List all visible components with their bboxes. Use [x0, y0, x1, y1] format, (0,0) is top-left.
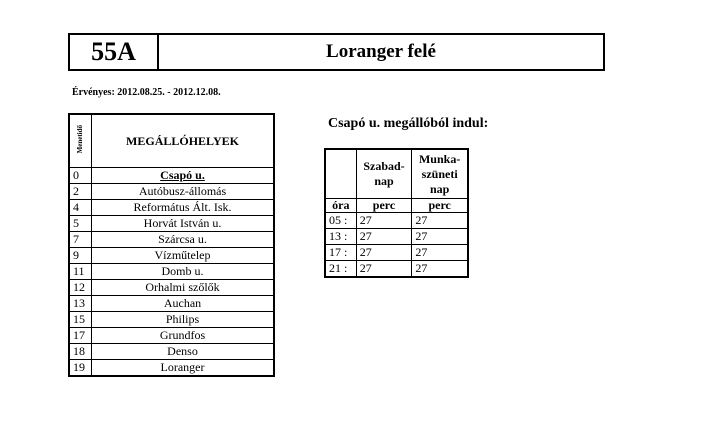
stop-row	[69, 248, 274, 264]
stop-minutes: 18	[69, 344, 92, 360]
stop-name: Autóbusz-állomás	[92, 184, 275, 200]
departures-title: Csapó u. megállóból indul:	[328, 116, 489, 131]
departure-saturday-minute: 27	[356, 229, 412, 245]
stops-header: MEGÁLLÓHELYEK	[92, 114, 275, 168]
stop-name: Református Ált. Isk.	[92, 200, 275, 216]
minute-label: perc	[412, 199, 468, 213]
departure-row	[325, 229, 468, 245]
stop-name: Loranger	[92, 360, 275, 377]
stop-minutes: 7	[69, 232, 92, 248]
minutes-header: Menetidő	[69, 114, 92, 168]
route-direction: Loranger felé	[326, 41, 436, 62]
saturday-header: Szabad- nap	[356, 149, 412, 199]
departure-holiday-minute: 27	[412, 229, 468, 245]
stop-minutes: 9	[69, 248, 92, 264]
stop-name: Denso	[92, 344, 275, 360]
stop-name: Szárcsa u.	[92, 232, 275, 248]
blank-corner	[325, 149, 356, 199]
stop-row	[69, 232, 274, 248]
stop-row	[69, 280, 274, 296]
departure-hour: 13 :	[325, 229, 356, 245]
stop-minutes: 2	[69, 184, 92, 200]
stop-minutes: 19	[69, 360, 92, 377]
stop-row	[69, 216, 274, 232]
stops-table	[68, 113, 275, 377]
stop-name: Vízműtelep	[92, 248, 275, 264]
hour-label: óra	[325, 199, 356, 213]
stop-name: Grundfos	[92, 328, 275, 344]
stop-minutes: 4	[69, 200, 92, 216]
stop-row	[69, 264, 274, 280]
stop-minutes: 15	[69, 312, 92, 328]
stop-row	[69, 168, 274, 184]
stop-row	[69, 184, 274, 200]
departure-saturday-minute: 27	[356, 213, 412, 229]
stop-minutes: 5	[69, 216, 92, 232]
departure-hour: 05 :	[325, 213, 356, 229]
departure-hour: 21 :	[325, 261, 356, 278]
stop-row	[69, 344, 274, 360]
stop-name: Orhalmi szőlők	[92, 280, 275, 296]
minute-label: perc	[356, 199, 412, 213]
stop-row	[69, 360, 274, 377]
stop-row	[69, 312, 274, 328]
stop-minutes: 0	[69, 168, 92, 184]
departure-row	[325, 245, 468, 261]
stop-name: Csapó u.	[92, 168, 275, 184]
departure-hour: 17 :	[325, 245, 356, 261]
departure-holiday-minute: 27	[412, 261, 468, 278]
departure-saturday-minute: 27	[356, 245, 412, 261]
stop-row	[69, 296, 274, 312]
holiday-header: Munka- szüneti nap	[412, 149, 468, 199]
departure-saturday-minute: 27	[356, 261, 412, 278]
stop-minutes: 13	[69, 296, 92, 312]
stop-name: Domb u.	[92, 264, 275, 280]
departure-holiday-minute: 27	[412, 213, 468, 229]
stop-minutes: 17	[69, 328, 92, 344]
stop-row	[69, 200, 274, 216]
stop-name: Horvát István u.	[92, 216, 275, 232]
departure-row	[325, 261, 468, 278]
route-header	[68, 33, 605, 71]
stop-row	[69, 328, 274, 344]
stop-minutes: 11	[69, 264, 92, 280]
departure-row	[325, 213, 468, 229]
route-number: 55A	[70, 35, 159, 69]
validity-period: Érvényes: 2012.08.25. - 2012.12.08.	[72, 87, 221, 98]
departure-holiday-minute: 27	[412, 245, 468, 261]
stop-minutes: 12	[69, 280, 92, 296]
stop-name: Auchan	[92, 296, 275, 312]
stop-name: Philips	[92, 312, 275, 328]
departures-table	[324, 148, 469, 278]
